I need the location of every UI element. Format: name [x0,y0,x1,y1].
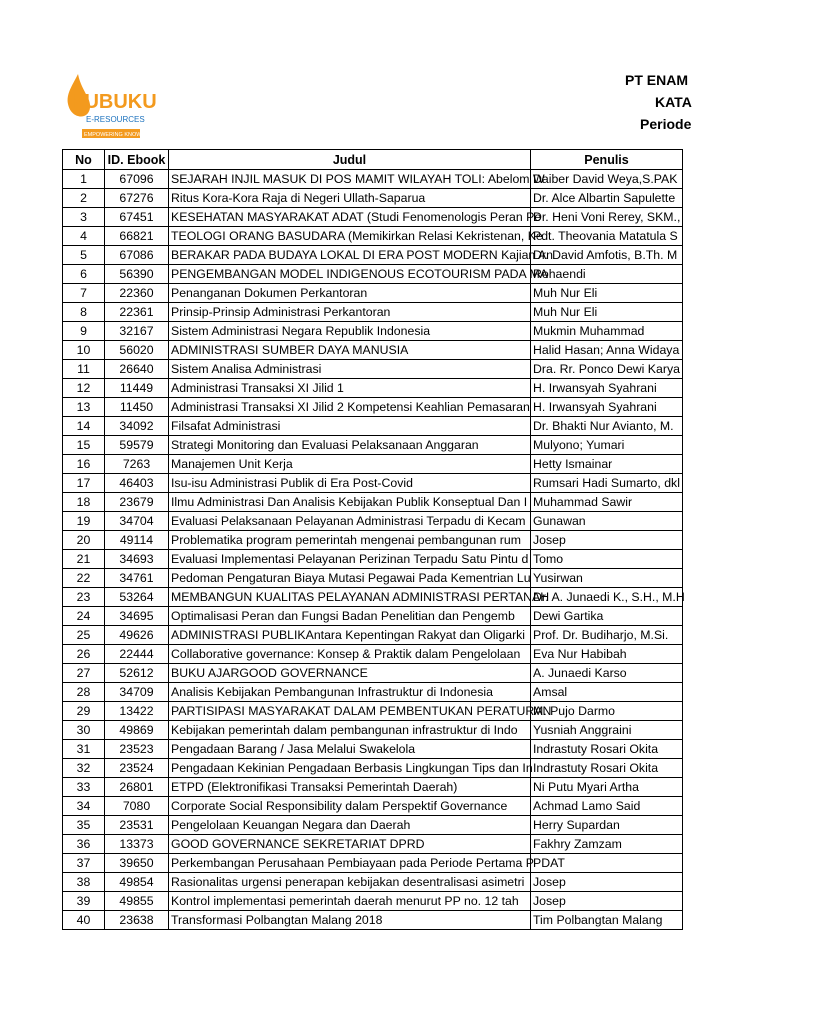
table-row [63,778,683,797]
table-row [63,588,683,607]
cell-id-ebook: 11449 [105,379,169,398]
cell-no: 8 [63,303,105,322]
cell-id-ebook: 26640 [105,360,169,379]
cell-penulis: Gunawan [531,512,683,531]
cell-penulis: Yusniah Anggraini [531,721,683,740]
table-row [63,759,683,778]
cell-no: 32 [63,759,105,778]
table-header-row [63,150,683,170]
cell-id-ebook: 7080 [105,797,169,816]
cell-judul: PENGEMBANGAN MODEL INDIGENOUS ECOTOURISM PADA MA [169,265,531,284]
cell-no: 12 [63,379,105,398]
cell-id-ebook: 7263 [105,455,169,474]
cell-judul: Rasionalitas urgensi penerapan kebijakan desentralisasi asimetri [169,873,531,892]
cell-no: 13 [63,398,105,417]
header-no: No [63,150,105,170]
cell-no: 19 [63,512,105,531]
cell-penulis: Dr. Heni Voni Rerey, SKM., [531,208,683,227]
cell-judul: Isu-isu Administrasi Publik di Era Post-Covid [169,474,531,493]
cell-judul: Corporate Social Responsibility dalam Perspektif Governance [169,797,531,816]
cell-id-ebook: 23524 [105,759,169,778]
cell-no: 15 [63,436,105,455]
cell-penulis: H. Irwansyah Syahrani [531,379,683,398]
cell-judul: PARTISIPASI MASYARAKAT DALAM PEMBENTUKAN PERATURAN [169,702,531,721]
cell-penulis: Fakhry Zamzam [531,835,683,854]
cell-penulis: Tim Polbangtan Malang [531,911,683,930]
cell-judul: Pengelolaan Keuangan Negara dan Daerah [169,816,531,835]
cell-id-ebook: 67096 [105,170,169,189]
cell-id-ebook: 13373 [105,835,169,854]
cell-judul: KESEHATAN MASYARAKAT ADAT (Studi Fenomenologis Peran Pe [169,208,531,227]
cell-penulis: Josep [531,873,683,892]
table-row [63,550,683,569]
cell-penulis: Ni Putu Myari Artha [531,778,683,797]
kubuku-logo-graphic [64,72,161,144]
cell-penulis: Muhammad Sawir [531,493,683,512]
table-row [63,265,683,284]
table-row [63,170,683,189]
table-row [63,284,683,303]
cell-judul: Penanganan Dokumen Perkantoran [169,284,531,303]
cell-no: 21 [63,550,105,569]
cell-penulis: Muh Nur Eli [531,303,683,322]
cell-judul: Pengadaan Barang / Jasa Melalui Swakelola [169,740,531,759]
table-row [63,569,683,588]
cell-id-ebook: 56020 [105,341,169,360]
table-row [63,626,683,645]
table-row [63,474,683,493]
cell-id-ebook: 49626 [105,626,169,645]
cell-id-ebook: 34761 [105,569,169,588]
cell-no: 26 [63,645,105,664]
cell-judul: Pengadaan Kekinian Pengadaan Berbasis Lingkungan Tips dan In [169,759,531,778]
cell-no: 35 [63,816,105,835]
table-row [63,360,683,379]
cell-id-ebook: 49869 [105,721,169,740]
table-row [63,797,683,816]
cell-id-ebook: 22444 [105,645,169,664]
cell-no: 20 [63,531,105,550]
cell-judul: BUKU AJARGOOD GOVERNANCE [169,664,531,683]
cell-id-ebook: 22361 [105,303,169,322]
cell-id-ebook: 26801 [105,778,169,797]
cell-no: 29 [63,702,105,721]
kubuku-logo [64,72,161,144]
header-judul: Judul [169,150,531,170]
cell-penulis: Dewi Gartika [531,607,683,626]
cell-penulis: Muh Nur Eli [531,284,683,303]
cell-penulis: Dr. A. Junaedi K., S.H., M.H [531,588,683,607]
cell-no: 28 [63,683,105,702]
cell-penulis: Indrastuty Rosari Okita [531,759,683,778]
cell-id-ebook: 52612 [105,664,169,683]
cell-penulis: Dra. Rr. Ponco Dewi Karya [531,360,683,379]
cell-judul: Administrasi Transaksi XI Jilid 1 [169,379,531,398]
cell-no: 1 [63,170,105,189]
header-line-3: Periode [640,116,692,132]
cell-id-ebook: 59579 [105,436,169,455]
table-row [63,455,683,474]
cell-penulis: Hetty Ismainar [531,455,683,474]
table-row [63,398,683,417]
cell-judul: Ilmu Administrasi Dan Analisis Kebijakan Publik Konseptual Dan I [169,493,531,512]
cell-judul: GOOD GOVERNANCE SEKRETARIAT DPRD [169,835,531,854]
cell-judul: ETPD (Elektronifikasi Transaksi Pemerintah Daerah) [169,778,531,797]
cell-no: 39 [63,892,105,911]
cell-no: 4 [63,227,105,246]
cell-no: 31 [63,740,105,759]
table-row [63,854,683,873]
cell-no: 27 [63,664,105,683]
table-row [63,493,683,512]
cell-no: 6 [63,265,105,284]
table-row [63,512,683,531]
cell-judul: Evaluasi Pelaksanaan Pelayanan Administrasi Terpadu di Kecam [169,512,531,531]
cell-judul: Manajemen Unit Kerja [169,455,531,474]
cell-penulis: Rohaendi [531,265,683,284]
cell-judul: Collaborative governance: Konsep & Praktik dalam Pengelolaan [169,645,531,664]
cell-penulis: Prof. Dr. Budiharjo, M.Si. [531,626,683,645]
cell-penulis: Mulyono; Yumari [531,436,683,455]
table-row [63,379,683,398]
cell-judul: Ritus Kora-Kora Raja di Negeri Ullath-Saparua [169,189,531,208]
cell-penulis: H. Irwansyah Syahrani [531,398,683,417]
cell-penulis: Tomo [531,550,683,569]
cell-id-ebook: 34709 [105,683,169,702]
cell-id-ebook: 49114 [105,531,169,550]
table-row [63,227,683,246]
header-line-2: KATA [655,94,692,110]
table-row [63,892,683,911]
cell-no: 34 [63,797,105,816]
cell-no: 37 [63,854,105,873]
cell-id-ebook: 39650 [105,854,169,873]
cell-judul: Administrasi Transaksi XI Jilid 2 Kompetensi Keahlian Pemasaran [169,398,531,417]
cell-judul: TEOLOGI ORANG BASUDARA (Memikirkan Relasi Kekristenan, Ke [169,227,531,246]
cell-judul: Analisis Kebijakan Pembangunan Infrastruktur di Indonesia [169,683,531,702]
cell-no: 11 [63,360,105,379]
catalog-table [62,149,683,930]
table-row [63,683,683,702]
cell-penulis: Indrastuty Rosari Okita [531,740,683,759]
cell-id-ebook: 23523 [105,740,169,759]
cell-no: 17 [63,474,105,493]
cell-penulis: Eva Nur Habibah [531,645,683,664]
cell-id-ebook: 67086 [105,246,169,265]
cell-no: 3 [63,208,105,227]
cell-id-ebook: 23638 [105,911,169,930]
cell-judul: SEJARAH INJIL MASUK DI POS MAMIT WILAYAH TOLI: Abelom W [169,170,531,189]
cell-no: 5 [63,246,105,265]
cell-no: 16 [63,455,105,474]
cell-penulis: Josep [531,892,683,911]
cell-penulis: Josep [531,531,683,550]
cell-judul: Strategi Monitoring dan Evaluasi Pelaksanaan Anggaran [169,436,531,455]
cell-penulis: Achmad Lamo Said [531,797,683,816]
cell-no: 14 [63,417,105,436]
cell-no: 2 [63,189,105,208]
table-row [63,873,683,892]
cell-id-ebook: 34704 [105,512,169,531]
cell-no: 38 [63,873,105,892]
cell-penulis: Amsal [531,683,683,702]
table-row [63,645,683,664]
cell-id-ebook: 66821 [105,227,169,246]
cell-no: 40 [63,911,105,930]
cell-id-ebook: 23531 [105,816,169,835]
cell-judul: Evaluasi Implementasi Pelayanan Perizinan Terpadu Satu Pintu d [169,550,531,569]
cell-id-ebook: 56390 [105,265,169,284]
cell-penulis: Herry Supardan [531,816,683,835]
cell-penulis: Dr. David Amfotis, B.Th. M [531,246,683,265]
cell-no: 9 [63,322,105,341]
table-row [63,189,683,208]
cell-no: 30 [63,721,105,740]
table-row [63,702,683,721]
table-row [63,835,683,854]
cell-id-ebook: 46403 [105,474,169,493]
cell-penulis: Daiber David Weya,S.PAK [531,170,683,189]
cell-penulis: Halid Hasan; Anna Widaya [531,341,683,360]
header-id-ebook: ID. Ebook [105,150,169,170]
cell-id-ebook: 67276 [105,189,169,208]
table-row [63,417,683,436]
cell-id-ebook: 22360 [105,284,169,303]
logo-tagline: EMPOWERING KNOWLEDGE [84,132,161,138]
cell-penulis: M. Pujo Darmo [531,702,683,721]
cell-judul: Transformasi Polbangtan Malang 2018 [169,911,531,930]
table-row [63,303,683,322]
table-row [63,208,683,227]
header-penulis: Penulis [531,150,683,170]
table-row [63,816,683,835]
table-row [63,246,683,265]
cell-id-ebook: 53264 [105,588,169,607]
cell-id-ebook: 34695 [105,607,169,626]
cell-judul: Prinsip-Prinsip Administrasi Perkantoran [169,303,531,322]
cell-judul: Kontrol implementasi pemerintah daerah menurut PP no. 12 tah [169,892,531,911]
cell-penulis: PDAT [531,854,683,873]
cell-penulis: Dr. Alce Albartin Sapulette [531,189,683,208]
logo-text: KUBUKU [70,91,157,113]
cell-judul: Kebijakan pemerintah dalam pembangunan infrastruktur di Indo [169,721,531,740]
table-row [63,341,683,360]
cell-penulis: Dr. Bhakti Nur Avianto, M. [531,417,683,436]
table-row [63,721,683,740]
cell-id-ebook: 34092 [105,417,169,436]
cell-id-ebook: 34693 [105,550,169,569]
cell-id-ebook: 13422 [105,702,169,721]
cell-no: 33 [63,778,105,797]
cell-penulis: Mukmin Muhammad [531,322,683,341]
cell-id-ebook: 11450 [105,398,169,417]
cell-judul: ADMINISTRASI PUBLIKAntara Kepentingan Rakyat dan Oligarki [169,626,531,645]
table-row [63,740,683,759]
cell-id-ebook: 67451 [105,208,169,227]
table-row [63,531,683,550]
cell-judul: ADMINISTRASI SUMBER DAYA MANUSIA [169,341,531,360]
table-row [63,607,683,626]
cell-penulis: A. Junaedi Karso [531,664,683,683]
table-row [63,436,683,455]
logo-subtext: E-RESOURCES [86,115,145,124]
cell-judul: Sistem Analisa Administrasi [169,360,531,379]
cell-judul: Pedoman Pengaturan Biaya Mutasi Pegawai Pada Kementrian Lu [169,569,531,588]
cell-penulis: Rumsari Hadi Sumarto, dkl [531,474,683,493]
table-row [63,322,683,341]
cell-no: 7 [63,284,105,303]
cell-judul: Problematika program pemerintah mengenai pembangunan rum [169,531,531,550]
cell-no: 25 [63,626,105,645]
cell-no: 23 [63,588,105,607]
cell-penulis: Pdt. Theovania Matatula S [531,227,683,246]
cell-no: 24 [63,607,105,626]
cell-no: 36 [63,835,105,854]
cell-judul: Perkembangan Perusahaan Pembiayaan pada Periode Pertama P [169,854,531,873]
cell-no: 10 [63,341,105,360]
cell-penulis: Yusirwan [531,569,683,588]
cell-judul: Optimalisasi Peran dan Fungsi Badan Penelitian dan Pengemb [169,607,531,626]
cell-id-ebook: 49854 [105,873,169,892]
cell-judul: Filsafat Administrasi [169,417,531,436]
cell-no: 22 [63,569,105,588]
cell-judul: Sistem Administrasi Negara Republik Indonesia [169,322,531,341]
table-row [63,911,683,930]
cell-judul: MEMBANGUN KUALITAS PELAYANAN ADMINISTRASI PERTANAH [169,588,531,607]
table-row [63,664,683,683]
header-line-1: PT ENAM [625,72,688,88]
cell-id-ebook: 32167 [105,322,169,341]
cell-id-ebook: 23679 [105,493,169,512]
cell-judul: BERAKAR PADA BUDAYA LOKAL DI ERA POST MODERN Kajian An [169,246,531,265]
cell-id-ebook: 49855 [105,892,169,911]
cell-no: 18 [63,493,105,512]
